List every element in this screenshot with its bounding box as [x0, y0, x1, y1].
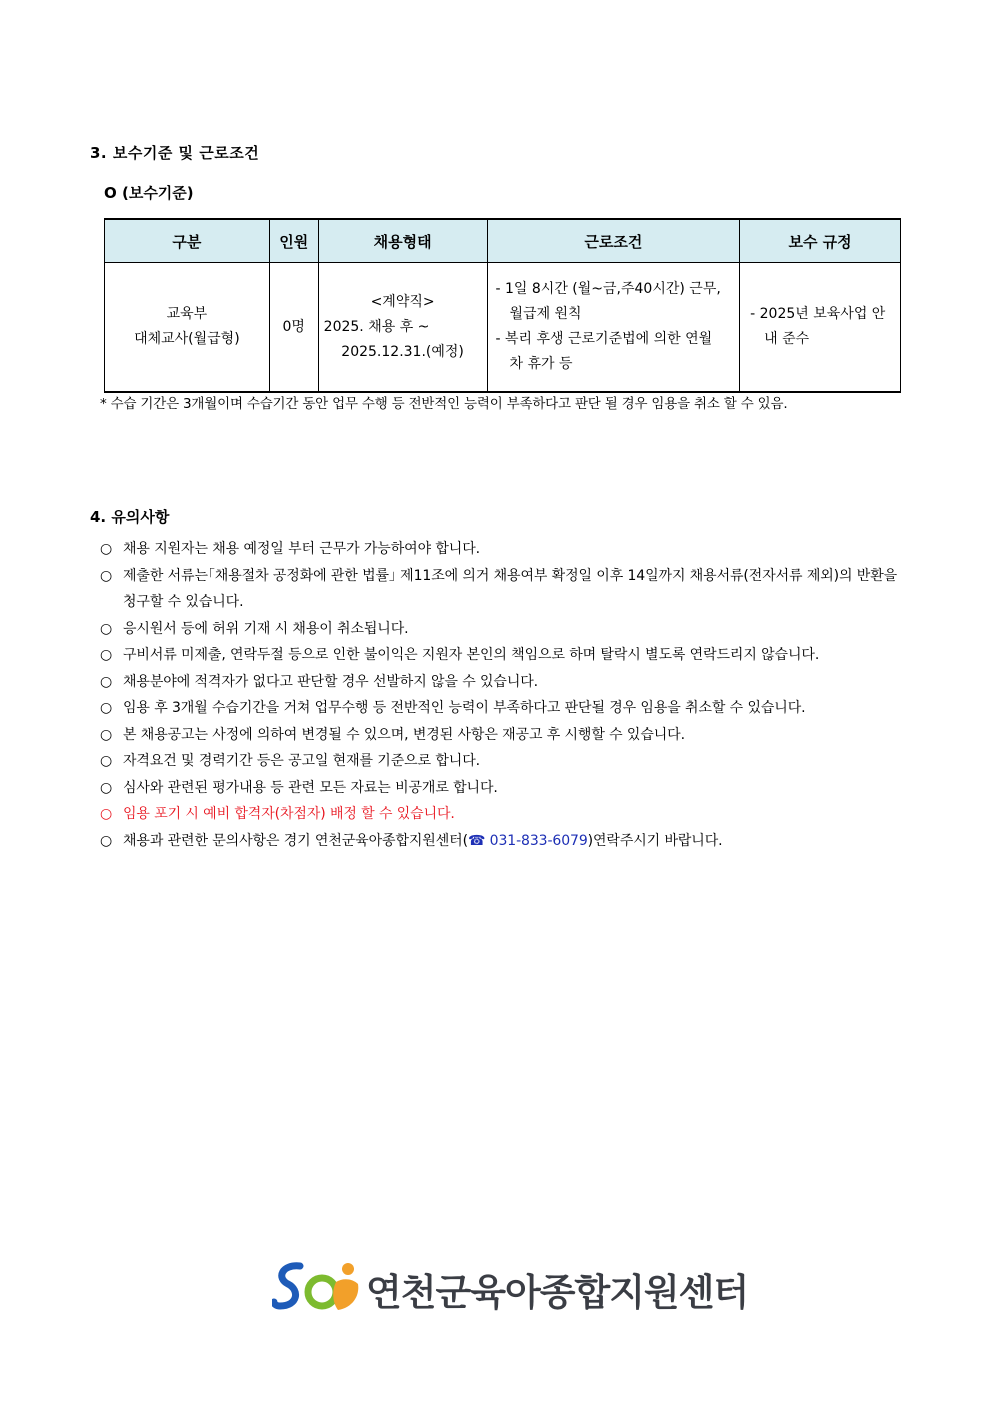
cell-headcount: 0명: [269, 263, 318, 393]
list-item: ○ 채용분야에 적격자가 없다고 판단할 경우 선발하지 않을 수 있습니다.: [100, 669, 906, 696]
cell-category: [105, 263, 270, 393]
condition-2: - 복리 후생 근로기준법에 의한 연월차 휴가 등: [495, 331, 713, 372]
notice-list: [100, 536, 906, 854]
circle-marker-icon: ○: [100, 700, 113, 716]
category-line-2: 대체교사(월급형): [134, 331, 240, 347]
center-emblem-icon: [272, 1260, 364, 1316]
circle-marker-icon: ○: [100, 779, 113, 796]
circle-marker-icon: ○: [100, 806, 113, 822]
list-item: ○ 심사와 관련된 평가내용 등 관련 모든 자료는 비공개로 합니다.: [100, 775, 906, 802]
pay-standard-table: [104, 218, 901, 393]
list-item-highlighted: ○ 임용 포기 시 예비 합격자(차점자) 배정 할 수 있습니다.: [100, 801, 906, 828]
type-line-2: 2025. 채용 후 ~: [323, 318, 430, 335]
list-item-contact: ○ 채용과 관련한 문의사항은 경기 연천군육아종합지원센터(☎ 031-833-6079)연락주시기 바랍니다.: [100, 828, 906, 855]
phone-number: 031-833-6079: [485, 832, 588, 849]
list-item: ○ 자격요건 및 경력기간 등은 공고일 현재를 기준으로 합니다.: [100, 748, 906, 775]
header-conditions: 근로조건: [487, 219, 740, 263]
list-item: ○ 임용 후 3개월 수습기간을 거쳐 업무수행 등 전반적인 능력이 부족하다고 판단될 경우 임용을 취소할 수 있습니다.: [100, 695, 906, 722]
circle-marker-icon: ○: [100, 620, 113, 637]
list-item: ○ 응시원서 등에 허위 기재 시 채용이 취소됩니다.: [100, 616, 906, 643]
circle-marker-icon: ○: [100, 832, 113, 849]
category-line-1: 교육부: [166, 306, 208, 322]
table-row: [105, 263, 901, 393]
circle-marker-icon: ○: [100, 541, 113, 557]
cell-conditions: [487, 263, 740, 393]
logo-text: 연천군육아종합지원센터: [366, 1271, 749, 1314]
header-headcount: 인원: [269, 219, 318, 263]
list-item: ○ 본 채용공고는 사정에 의하여 변경될 수 있으며, 변경된 사항은 재공고 후 시행할 수 있습니다.: [100, 722, 906, 749]
list-item: ○ 제출한 서류는｢채용절차 공정화에 관한 법률｣ 제11조에 의거 채용여부 확정일 이후 14일까지 채용서류(전자서류 제외)의 반환을 청구할 수 있습니다.: [100, 563, 906, 616]
section-3-title: 3. 보수기준 및 근로조건: [90, 144, 260, 162]
header-employment-type: 채용형태: [318, 219, 487, 263]
circle-marker-icon: ○: [100, 647, 113, 663]
header-pay-rules: 보수 규정: [740, 219, 901, 263]
circle-marker-icon: ○: [100, 726, 113, 743]
cell-employment-type: [318, 263, 487, 393]
circle-marker-icon: ○: [100, 673, 113, 690]
table-header-row: [105, 219, 901, 263]
condition-1: - 1일 8시간 (월~금,주40시간) 근무, 월급제 원칙: [495, 281, 721, 322]
pay-standard-subtitle: O (보수기준): [104, 184, 194, 202]
center-logo: [272, 1260, 749, 1316]
circle-marker-icon: ○: [100, 567, 113, 584]
header-category: 구분: [105, 219, 270, 263]
list-item: ○ 구비서류 미제출, 연락두절 등으로 인한 불이익은 지원자 본인의 책임으로 하며 탈락시 별도록 연락드리지 않습니다.: [100, 642, 906, 669]
type-line-1: <계약직>: [370, 293, 435, 310]
list-item: ○ 채용 지원자는 채용 예정일 부터 근무가 가능하여야 합니다.: [100, 536, 906, 563]
probation-note: * 수습 기간은 3개월이며 수습기간 동안 업무 수행 등 전반적인 능력이 부족하다고 판단 될 경우 임용을 취소 할 수 있음.: [100, 396, 788, 412]
section-4-title: 4. 유의사항: [90, 508, 170, 526]
phone-icon: ☎: [467, 832, 486, 849]
circle-marker-icon: ○: [100, 753, 113, 769]
type-line-3: 2025.12.31.(예정): [341, 343, 464, 360]
cell-pay-rules: [740, 263, 901, 393]
pay-rule: - 2025년 보육사업 안내 준수: [750, 306, 886, 347]
